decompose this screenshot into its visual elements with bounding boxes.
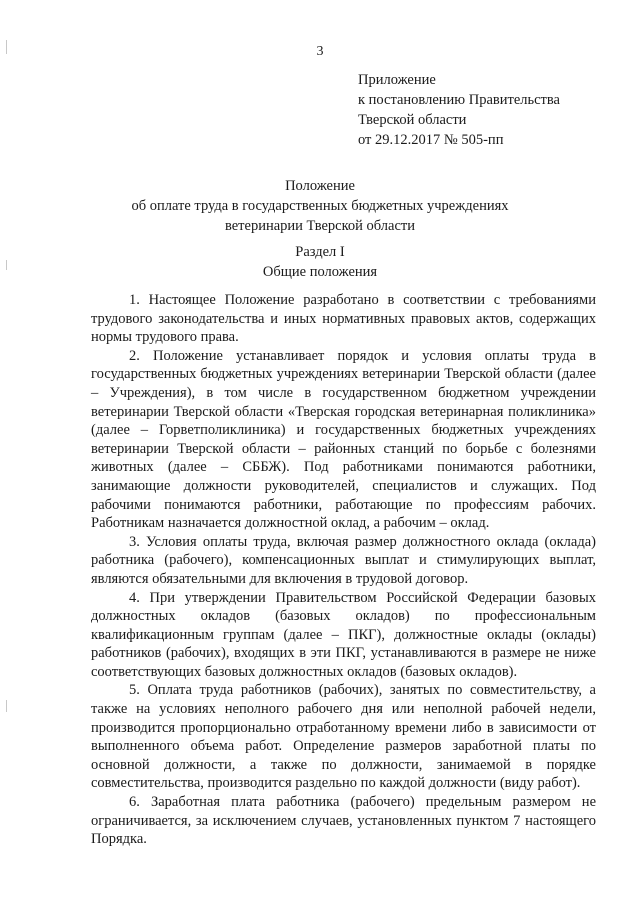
title-line: об оплате труда в государственных бюджетных учреждениях — [131, 198, 509, 214]
paragraph-5: 5. Оплата труда работников (рабочих), занятых по совместительству, а также на условиях неполного рабочего дня или неполной рабочей недели, производится пропорционально отработанному времени либо в зависимости от выполненного объема работ. Определение размеров заработной платы по основной должности, а также по должности, занимаемой в порядке совместительства, производится раздельно по каждой должности (виду работ). — [91, 682, 596, 792]
appendix-line: Тверской области — [358, 112, 467, 128]
scan-margin-mark — [6, 40, 7, 54]
section-number: Раздел I — [295, 244, 345, 260]
document-body — [91, 291, 596, 849]
scan-margin-mark — [6, 700, 7, 712]
appendix-line: от 29.12.2017 № 505-пп — [358, 132, 504, 148]
document-title — [0, 176, 640, 236]
appendix-header — [358, 70, 560, 150]
appendix-line: к постановлению Правительства — [358, 92, 560, 108]
page-number: 3 — [316, 44, 324, 59]
paragraph-3: 3. Условия оплаты труда, включая размер должностного оклада (оклада) работника (рабочего), компенсационных выплат и стимулирующих выплат, являются обязательными для включения в трудовой договор. — [91, 533, 596, 587]
title-line: Положение — [285, 178, 355, 194]
section-heading — [0, 242, 640, 282]
title-line: ветеринарии Тверской области — [224, 218, 415, 234]
section-name: Общие положения — [262, 264, 378, 280]
scan-margin-mark — [6, 260, 7, 270]
paragraph-6: 6. Заработная плата работника (рабочего) предельным размером не ограничивается, за исключением случаев, установленных пунктом 7 настоящего Порядка. — [91, 794, 596, 848]
appendix-line: Приложение — [358, 72, 436, 88]
paragraph-1: 1. Настоящее Положение разработано в соответствии с требованиями трудового законодательства и иных нормативных правовых актов, содержащих нормы трудового права. — [91, 292, 596, 346]
paragraph-2: 2. Положение устанавливает порядок и условия оплаты труда в государственных бюджетных учреждениях ветеринарии Тверской области (далее – Учреждения), в том числе в государственном бюджетном учреждении ветеринарии Тверской области «Тверская городская ветеринарная поликлиника» (далее – Горветполиклиника) и государственных бюджетных учреждениях ветеринарии Тверской области – районных станций по борьбе с болезнями животных (далее – СББЖ). Под работниками понимаются работники, занимающие должности руководителей, специалистов и служащих. Под рабочими понимаются работники, работающие по профессиям рабочих. Работникам назначается должностной оклад, а рабочим – оклад. — [91, 347, 596, 532]
paragraph-4: 4. При утверждении Правительством Российской Федерации базовых должностных окладов (базовых окладов) по профессиональным квалификационным группам (далее – ПКГ), должностные оклады (оклады) работников (рабочих), входящих в эти ПКГ, устанавливаются в размере не ниже соответствующих базовых должностных окладов (базовых окладов). — [91, 589, 596, 680]
